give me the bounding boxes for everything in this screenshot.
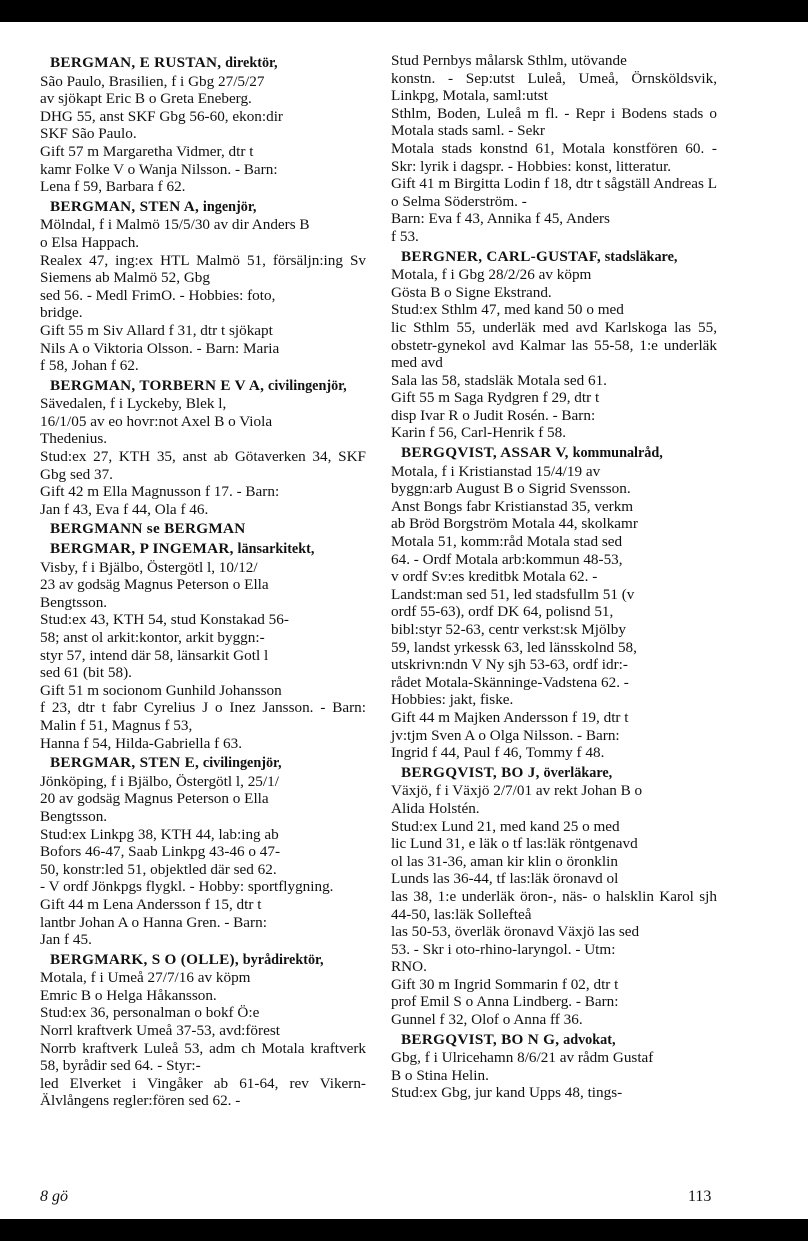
entry-line: Stud:ex Sthlm 47, med kand 50 o med — [391, 301, 624, 319]
entry-name: BERGMANN se BERGMAN — [50, 520, 246, 538]
entry-line: rådet Motala-Skänninge-Vadstena 62. - — [391, 673, 629, 691]
entry-occupation: civilingenjör, — [268, 377, 347, 394]
entry-line: ab Bröd Borgström Motala 44, skolkamr — [391, 515, 638, 533]
signature-mark: 8 gö — [40, 1188, 68, 1205]
entry-occupation: stadsläkare, — [604, 248, 678, 265]
entry-line: Nils A o Viktoria Olsson. - Barn: Maria — [40, 339, 280, 357]
entry-line: 58; anst ol arkit:kontor, arkit byggn:- — [40, 629, 265, 646]
entry-line: Gift 57 m Margaretha Vidmer, dtr t — [40, 142, 254, 160]
entry-line: Emric B o Helga Håkansson. — [40, 986, 217, 1004]
entry-line: kamr Folke V o Wanja Nilsson. - Barn: — [40, 160, 278, 178]
entry-line: 16/1/05 av eo hovr:not Axel B o Viola — [40, 412, 273, 430]
entry-line: Bofors 46-47, Saab Linkpg 43-46 o 47- — [40, 843, 281, 861]
entry-line: Motala, f i Gbg 28/2/26 av köpm — [391, 266, 592, 284]
entry-line: Sthlm, Boden, Luleå m fl. - Repr i Bodens stads o Motala stads saml. - Sekr — [391, 104, 717, 140]
entry-line: DHG 55, anst SKF Gbg 56-60, ekon:dir — [40, 107, 283, 125]
entry-line: Motala 51, komm:råd Motala stad sed — [391, 533, 623, 551]
entry-name: BERGMARK, S O (OLLE), — [50, 950, 239, 968]
entry-line: Gift 51 m socionom Gunhild Johansson — [40, 681, 282, 699]
entry-line: ol las 31-36, aman kir klin o öronklin — [391, 852, 618, 870]
entry-occupation: ingenjör, — [202, 198, 257, 215]
biography-entry — [40, 951, 366, 1110]
entry-line: 53. - Skr i oto-rhino-laryngol. - Utm: — [391, 940, 616, 958]
left-column — [40, 52, 366, 1110]
biography-entry — [40, 520, 366, 538]
entry-line: Gift 30 m Ingrid Sommarin f 02, dtr t — [391, 975, 619, 993]
entry-line: Sala las 58, stadsläk Motala sed 61. — [391, 371, 607, 389]
entry-line: Hobbies: jakt, fiske. — [391, 691, 514, 709]
entry-occupation: advokat, — [563, 1031, 616, 1048]
entry-line: disp Ivar R o Judit Rosén. - Barn: — [391, 406, 596, 424]
entry-line: lic Lund 31, e läk o tf las:läk röntgenavd — [391, 835, 638, 853]
entry-line: SKF São Paulo. — [40, 125, 137, 143]
entry-line: Anst Bongs fabr Kristianstad 35, verkm — [391, 497, 634, 515]
biography-entry — [40, 540, 366, 752]
entry-line: las 50-53, överläk öronavd Växjö las sed — [391, 923, 640, 941]
entry-line: Ingrid f 44, Paul f 46, Tommy f 48. — [391, 744, 605, 762]
right-column — [391, 52, 717, 1102]
entry-line: São Paulo, Brasilien, f i Gbg 27/5/27 — [40, 72, 265, 90]
entry-line: Gift 41 m Birgitta Lodin f 18, dtr t sågställ Andreas L o Selma Söderström. - — [391, 175, 717, 210]
entry-occupation: kommunalråd, — [572, 445, 663, 462]
page-number: 113 — [688, 1188, 712, 1205]
entry-heading — [391, 764, 717, 783]
biography-entry — [391, 248, 717, 443]
entry-line: Norrb kraftverk Luleå 53, adm ch Motala kraftverk 58, byrådir sed 64. - Styr:- — [40, 1039, 366, 1075]
entry-line: Stud:ex 36, personalman o bokf Ö:e — [40, 1004, 260, 1022]
entry-name: BERGMAR, STEN E, — [50, 754, 200, 772]
entry-name: BERGQVIST, ASSAR V, — [401, 444, 569, 462]
entry-line: prof Emil S o Anna Lindberg. - Barn: — [391, 993, 619, 1011]
entry-heading — [391, 1031, 717, 1050]
biography-entry — [391, 764, 717, 1029]
entry-occupation: byrådirektör, — [242, 951, 324, 968]
entry-line: Stud:ex Linkpg 38, KTH 44, lab:ing ab — [40, 825, 279, 843]
entry-line: bibl:styr 52-63, centr verkst:sk Mjölby — [391, 621, 626, 638]
entry-line: 50, konstr:led 51, objektled där sed 62. — [40, 860, 277, 878]
entry-line: Sävedalen, f i Lyckeby, Blek l, — [40, 395, 227, 413]
entry-line: Gift 55 m Saga Rydgren f 29, dtr t — [391, 389, 600, 407]
entry-line: lantbr Johan A o Hanna Gren. - Barn: — [40, 913, 267, 931]
entry-line: Norrl kraftverk Umeå 37-53, avd:förest — [40, 1022, 280, 1040]
entry-line: Gbg, f i Ulricehamn 8/6/21 av rådm Gustaf — [391, 1049, 654, 1067]
entry-name: BERGMAR, P INGEMAR, — [50, 540, 234, 558]
entry-line: Hanna f 54, Hilda-Gabriella f 63. — [40, 734, 243, 752]
entry-name: BERGNER, CARL-GUSTAF, — [401, 247, 601, 265]
entry-line: utskrivn:ndn V Ny sjh 53-63, ordf idr:- — [391, 656, 628, 674]
entry-line: Motala stads konstnd 61, Motala konstfören 60. - Skr: lyrik i dagspr. - Hobbies: konst, litteratur. — [391, 139, 717, 175]
entry-line: jv:tjm Sven A o Olga Nilsson. - Barn: — [391, 726, 620, 744]
biography-entry — [391, 52, 717, 246]
entry-line: Jan f 43, Eva f 44, Ola f 46. — [40, 500, 209, 518]
entry-line: Stud:ex 27, KTH 35, anst ab Götaverken 34, SKF Gbg sed 37. — [40, 448, 366, 483]
scan-edge-top — [0, 0, 808, 22]
entry-line: Mölndal, f i Malmö 15/5/30 av dir Anders B — [40, 216, 310, 234]
entry-line: Stud Pernbys målarsk Sthlm, utövande — [391, 52, 627, 69]
entry-line: Barn: Eva f 43, Annika f 45, Anders — [391, 210, 610, 228]
biography-entry — [40, 377, 366, 519]
entry-line: konstn. - Sep:utst Luleå, Umeå, Örnsköldsvik, Linkpg, Motala, saml:utst — [391, 69, 717, 105]
entry-line: styr 57, intend där 58, länsarkit Gotl l — [40, 646, 269, 664]
biography-entry — [40, 198, 366, 375]
entry-line: sed 61 (bit 58). — [40, 664, 132, 682]
entry-line: byggn:arb August B o Sigrid Svensson. — [391, 480, 631, 498]
entry-heading — [40, 377, 366, 396]
biography-entry — [40, 54, 366, 196]
entry-line: bridge. — [40, 304, 83, 322]
entry-line: Gift 44 m Majken Andersson f 19, dtr t — [391, 708, 629, 726]
entry-name: BERGMAN, STEN A, — [50, 197, 200, 215]
entry-heading — [40, 520, 366, 538]
entry-occupation: civilingenjör, — [202, 755, 282, 772]
entry-line: sed 56. - Medl FrimO. - Hobbies: foto, — [40, 286, 276, 304]
entry-line: o Elsa Happach. — [40, 233, 140, 251]
entry-line: Gift 42 m Ella Magnusson f 17. - Barn: — [40, 483, 280, 501]
entry-line: Lunds las 36-44, tf las:läk öronavd ol — [391, 870, 619, 888]
entry-line: f 53. — [391, 227, 419, 245]
entry-line: Landst:man sed 51, led stadsfullm 51 (v — [391, 585, 635, 603]
entry-line: Realex 47, ing:ex HTL Malmö 51, försäljn:ing Sv Siemens ab Malmö 52, Gbg — [40, 251, 366, 287]
scan-edge-bottom — [0, 1219, 808, 1241]
entry-name: BERGMAN, TORBERN E V A, — [50, 376, 265, 394]
entry-line: Thedenius. — [40, 430, 108, 448]
entry-line: ordf 55-63), ordf DK 64, polisnd 51, — [391, 603, 614, 621]
entry-line: 20 av godsäg Magnus Peterson o Ella — [40, 790, 269, 808]
biography-entry — [391, 1031, 717, 1102]
entry-occupation: länsarkitekt, — [237, 541, 315, 558]
entry-line: Motala, f i Kristianstad 15/4/19 av — [391, 462, 601, 480]
entry-line: Gösta B o Signe Ekstrand. — [391, 283, 552, 301]
entry-line: Jan f 45. — [40, 931, 92, 949]
entry-name: BERGQVIST, BO J, — [401, 763, 540, 781]
entry-line: Stud:ex Gbg, jur kand Upps 48, tings- — [391, 1084, 623, 1102]
entry-heading — [40, 951, 366, 970]
entry-line: Gift 44 m Lena Andersson f 15, dtr t — [40, 895, 262, 913]
entry-line: 59, landst yrkessk 63, led länsskolnd 58, — [391, 638, 637, 656]
entry-occupation: direktör, — [225, 55, 278, 71]
entry-line: RNO. — [391, 958, 427, 976]
entry-line: Lena f 59, Barbara f 62. — [40, 178, 186, 196]
entry-line: led Elverket i Vingåker ab 61-64, rev Vikern-Älvlångens regler:fören sed 62. - — [40, 1074, 366, 1110]
entry-heading — [40, 54, 366, 73]
entry-line: Visby, f i Bjälbo, Östergötl l, 10/12/ — [40, 558, 258, 576]
entry-line: Alida Holstén. — [391, 799, 480, 817]
entry-line: Stud:ex 43, KTH 54, stud Konstakad 56- — [40, 611, 289, 629]
entry-line: - V ordf Jönkpgs flygkl. - Hobby: sportflygning. — [40, 878, 334, 896]
entry-line: Stud:ex Lund 21, med kand 25 o med — [391, 817, 620, 835]
entry-heading — [40, 540, 366, 559]
entry-line: Karin f 56, Carl-Henrik f 58. — [391, 424, 567, 442]
entry-line: f 23, dtr t fabr Cyrelius J o Inez Jansson. - Barn: Malin f 51, Magnus f 53, — [40, 699, 366, 734]
entry-line: v ordf Sv:es kreditbk Motala 62. - — [391, 568, 598, 586]
entry-heading — [391, 248, 717, 267]
entry-line: las 38, 1:e underläk öron-, näs- o halsklin Karol sjh 44-50, las:läk Sollefteå — [391, 887, 717, 923]
entry-line: Växjö, f i Växjö 2/7/01 av rekt Johan B o — [391, 782, 643, 800]
biography-entry — [40, 754, 366, 949]
entry-line: Motala, f i Umeå 27/7/16 av köpm — [40, 969, 251, 987]
biography-entry — [391, 444, 717, 762]
entry-line: 64. - Ordf Motala arb:kommun 48-53, — [391, 550, 623, 568]
entry-line: 23 av godsäg Magnus Peterson o Ella — [40, 576, 269, 594]
entry-name: BERGQVIST, BO N G, — [401, 1030, 560, 1048]
entry-heading — [391, 444, 717, 463]
entry-line: lic Sthlm 55, underläk med avd Karlskoga las 55, obstetr-gynekol avd Kalmar las 55-58, 1:e underläk med avd — [391, 318, 717, 372]
entry-heading — [40, 198, 366, 217]
entry-line: B o Stina Helin. — [391, 1066, 489, 1084]
entry-line: f 58, Johan f 62. — [40, 357, 139, 375]
entry-line: Bengtsson. — [40, 807, 108, 825]
entry-line: Gunnel f 32, Olof o Anna ff 36. — [391, 1011, 583, 1029]
entry-heading — [40, 754, 366, 773]
entry-name: BERGMAN, E RUSTAN, — [50, 54, 222, 71]
entry-line: Jönköping, f i Bjälbo, Östergötl l, 25/1/ — [40, 772, 279, 790]
entry-occupation: överläkare, — [543, 764, 613, 781]
entry-line: av sjökapt Eric B o Greta Eneberg. — [40, 90, 252, 108]
entry-line: Bengtsson. — [40, 593, 108, 611]
entry-line: Gift 55 m Siv Allard f 31, dtr t sjökapt — [40, 321, 273, 339]
